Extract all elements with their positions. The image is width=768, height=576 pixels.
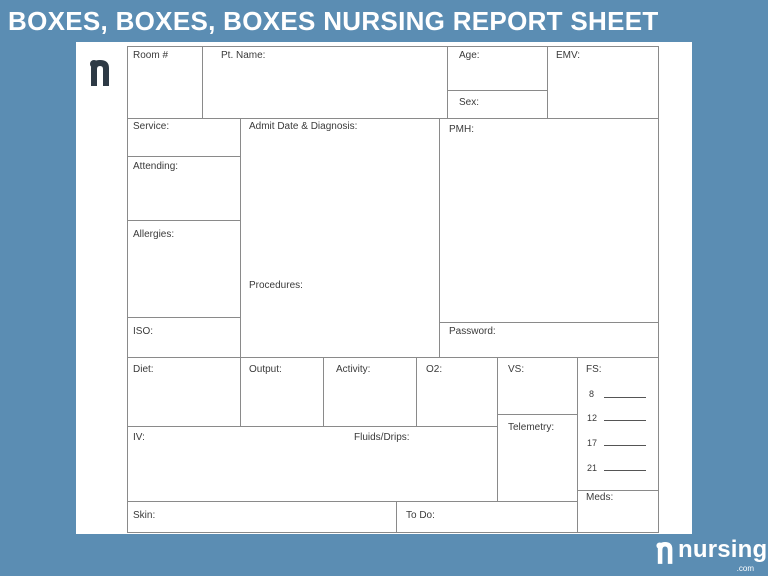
iso-box[interactable] [127,317,241,358]
admit-diagnosis-label: Admit Date & Diagnosis: [249,121,358,132]
iso-label: ISO: [133,326,154,337]
nursing-brand-logo [656,536,768,573]
fs-time-8: 8 [589,389,595,399]
pmh-label: PMH: [449,124,474,135]
fluids-drips-label: Fluids/Drips: [354,432,410,443]
nursing-n-logo-icon [89,58,115,86]
todo-label: To Do: [406,510,435,521]
procedures-label: Procedures: [249,280,303,291]
age-label: Age: [459,50,480,61]
fs-line-8[interactable] [604,397,646,398]
skin-label: Skin: [133,510,156,521]
nursing-n-brand-icon [656,540,676,564]
fs-line-12[interactable] [604,420,646,421]
fs-time-17: 17 [587,438,598,448]
diet-label: Diet: [133,364,154,375]
password-label: Password: [449,326,496,337]
skin-box[interactable] [127,501,397,533]
iv-label: IV: [133,432,145,443]
pt-name-label: Pt. Name: [221,50,266,61]
brand-suffix: .com [736,564,754,573]
vs-label: VS: [508,364,525,375]
pmh-box[interactable] [439,118,659,323]
iv-box[interactable] [127,426,498,502]
fs-time-12: 12 [587,413,598,423]
output-label: Output: [249,364,282,375]
sex-label: Sex: [459,97,480,108]
page-title: BOXES, BOXES, BOXES NURSING REPORT SHEET [8,6,659,36]
brand-name: nursing [678,536,768,563]
fs-line-21[interactable] [604,470,646,471]
emv-label: EMV: [556,50,581,61]
telemetry-label: Telemetry: [508,422,555,433]
fs-label: FS: [586,364,602,375]
fs-line-17[interactable] [604,445,646,446]
activity-label: Activity: [336,364,371,375]
allergies-label: Allergies: [133,229,175,240]
meds-label: Meds: [586,492,614,503]
admit-diagnosis-box[interactable] [240,118,440,358]
attending-label: Attending: [133,161,179,172]
service-label: Service: [133,121,170,132]
fs-time-21: 21 [587,463,598,473]
room-label: Room # [133,50,169,61]
o2-label: O2: [426,364,443,375]
